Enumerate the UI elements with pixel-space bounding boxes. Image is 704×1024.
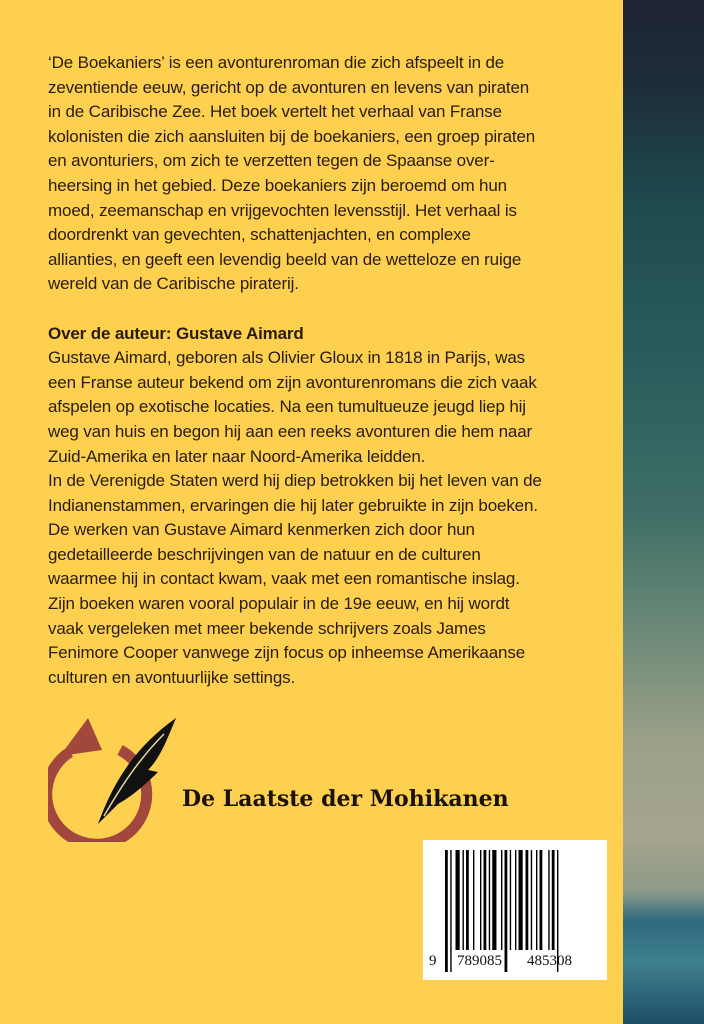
text-line: afspelen op exotische locaties. Na een tumultueuze jeugd liep hij <box>48 397 526 417</box>
barcode-bar <box>456 850 460 950</box>
barcode-digit-first: 9 <box>429 953 437 969</box>
text-line: Zijn boeken waren vooral populair in de 19e eeuw, en hij wordt <box>48 594 510 614</box>
text-line: in de Caribische Zee. Het boek vertelt het verhaal van Franse <box>48 102 502 122</box>
description-paragraph <box>48 51 542 297</box>
barcode-bar <box>536 850 537 950</box>
barcode-bar <box>450 850 451 972</box>
text-line: weg van huis en begon hij aan een reeks avonturen die hem naar <box>48 421 533 441</box>
text-line: Fenimore Cooper vanwege zijn focus op inheemse Amerikaanse <box>48 643 526 663</box>
text-line: moed, zeemanschap en vrijgevochten levensstijl. Het verhaal is <box>48 200 517 220</box>
isbn-barcode <box>423 840 607 980</box>
text-line: Gustave Aimard, geboren als Olivier Gloux in 1818 in Parijs, was <box>48 348 526 368</box>
barcode-bar <box>510 850 511 950</box>
barcode-group-left: 789085 <box>457 953 502 969</box>
text-line: zeventiende eeuw, gericht op de avonturen en levens van piraten <box>48 77 530 97</box>
barcode-bar <box>445 850 448 972</box>
text-line: ‘De Boekaniers’ is een avonturenroman die zich afspeelt in de <box>48 53 505 72</box>
barcode-group-right: 485308 <box>527 953 572 969</box>
text-line: wereld van de Caribische piraterij. <box>48 274 299 294</box>
text-line: Indianenstammen, ervaringen die hij later gebruikte in zijn boeken. <box>48 495 538 515</box>
barcode-bar <box>492 850 496 950</box>
barcode-bar <box>505 850 508 972</box>
barcode-bar <box>466 850 469 950</box>
text-line: doordrenkt van gevechten, schattenjachten, en complexe <box>48 225 471 245</box>
author-paragraph <box>48 346 542 690</box>
publisher-logo-icon <box>48 712 178 842</box>
barcode-bar <box>531 850 532 950</box>
barcode-bar <box>501 850 502 950</box>
barcode-bar <box>473 850 474 950</box>
barcode-bar <box>519 850 523 950</box>
text-line: een Franse auteur bekend om zijn avonturenromans die zich vaak <box>48 372 537 392</box>
text-line: waarmee hij in contact kwam, vaak met een romantische inslag. <box>48 569 520 589</box>
text-line: gedetailleerde beschrijvingen van de natuur en de culturen <box>48 544 481 564</box>
cover-image-strip <box>623 0 704 1024</box>
barcode-bar <box>515 850 516 950</box>
author-heading: Over de auteur: Gustave Aimard <box>48 323 304 343</box>
text-line: culturen en avontuurlijke settings. <box>48 667 296 687</box>
text-line: Zuid-Amerika en later naar Noord-Amerika leidden. <box>48 446 426 466</box>
barcode-bar <box>480 850 481 950</box>
publisher-name: De Laatste der Mohikanen <box>182 786 509 812</box>
barcode-bar <box>526 850 529 950</box>
barcode-bar <box>548 850 549 950</box>
text-line: en avonturiers, om zich te verzetten tegen de Spaanse over- <box>48 151 495 171</box>
text-line: kolonisten die zich aansluiten bij de boekaniers, een groep piraten <box>48 126 536 146</box>
barcode-bar <box>484 850 487 950</box>
text-line: De werken van Gustave Aimard kenmerken zich door hun <box>48 520 475 540</box>
cover-text <box>48 51 542 690</box>
barcode-bar <box>540 850 543 950</box>
text-line: In de Verenigde Staten werd hij diep betrokken bij het leven van de <box>48 471 542 491</box>
text-line: heersing in het gebied. Deze boekaniers zijn beroemd om hun <box>48 175 507 195</box>
barcode-bar <box>552 850 555 950</box>
text-line: allianties, en geeft een levendig beeld van de wetteloze en ruige <box>48 249 522 269</box>
barcode-bar <box>463 850 464 950</box>
text-line: vaak vergeleken met meer bekende schrijvers zoals James <box>48 618 486 638</box>
barcode-bar <box>489 850 490 950</box>
